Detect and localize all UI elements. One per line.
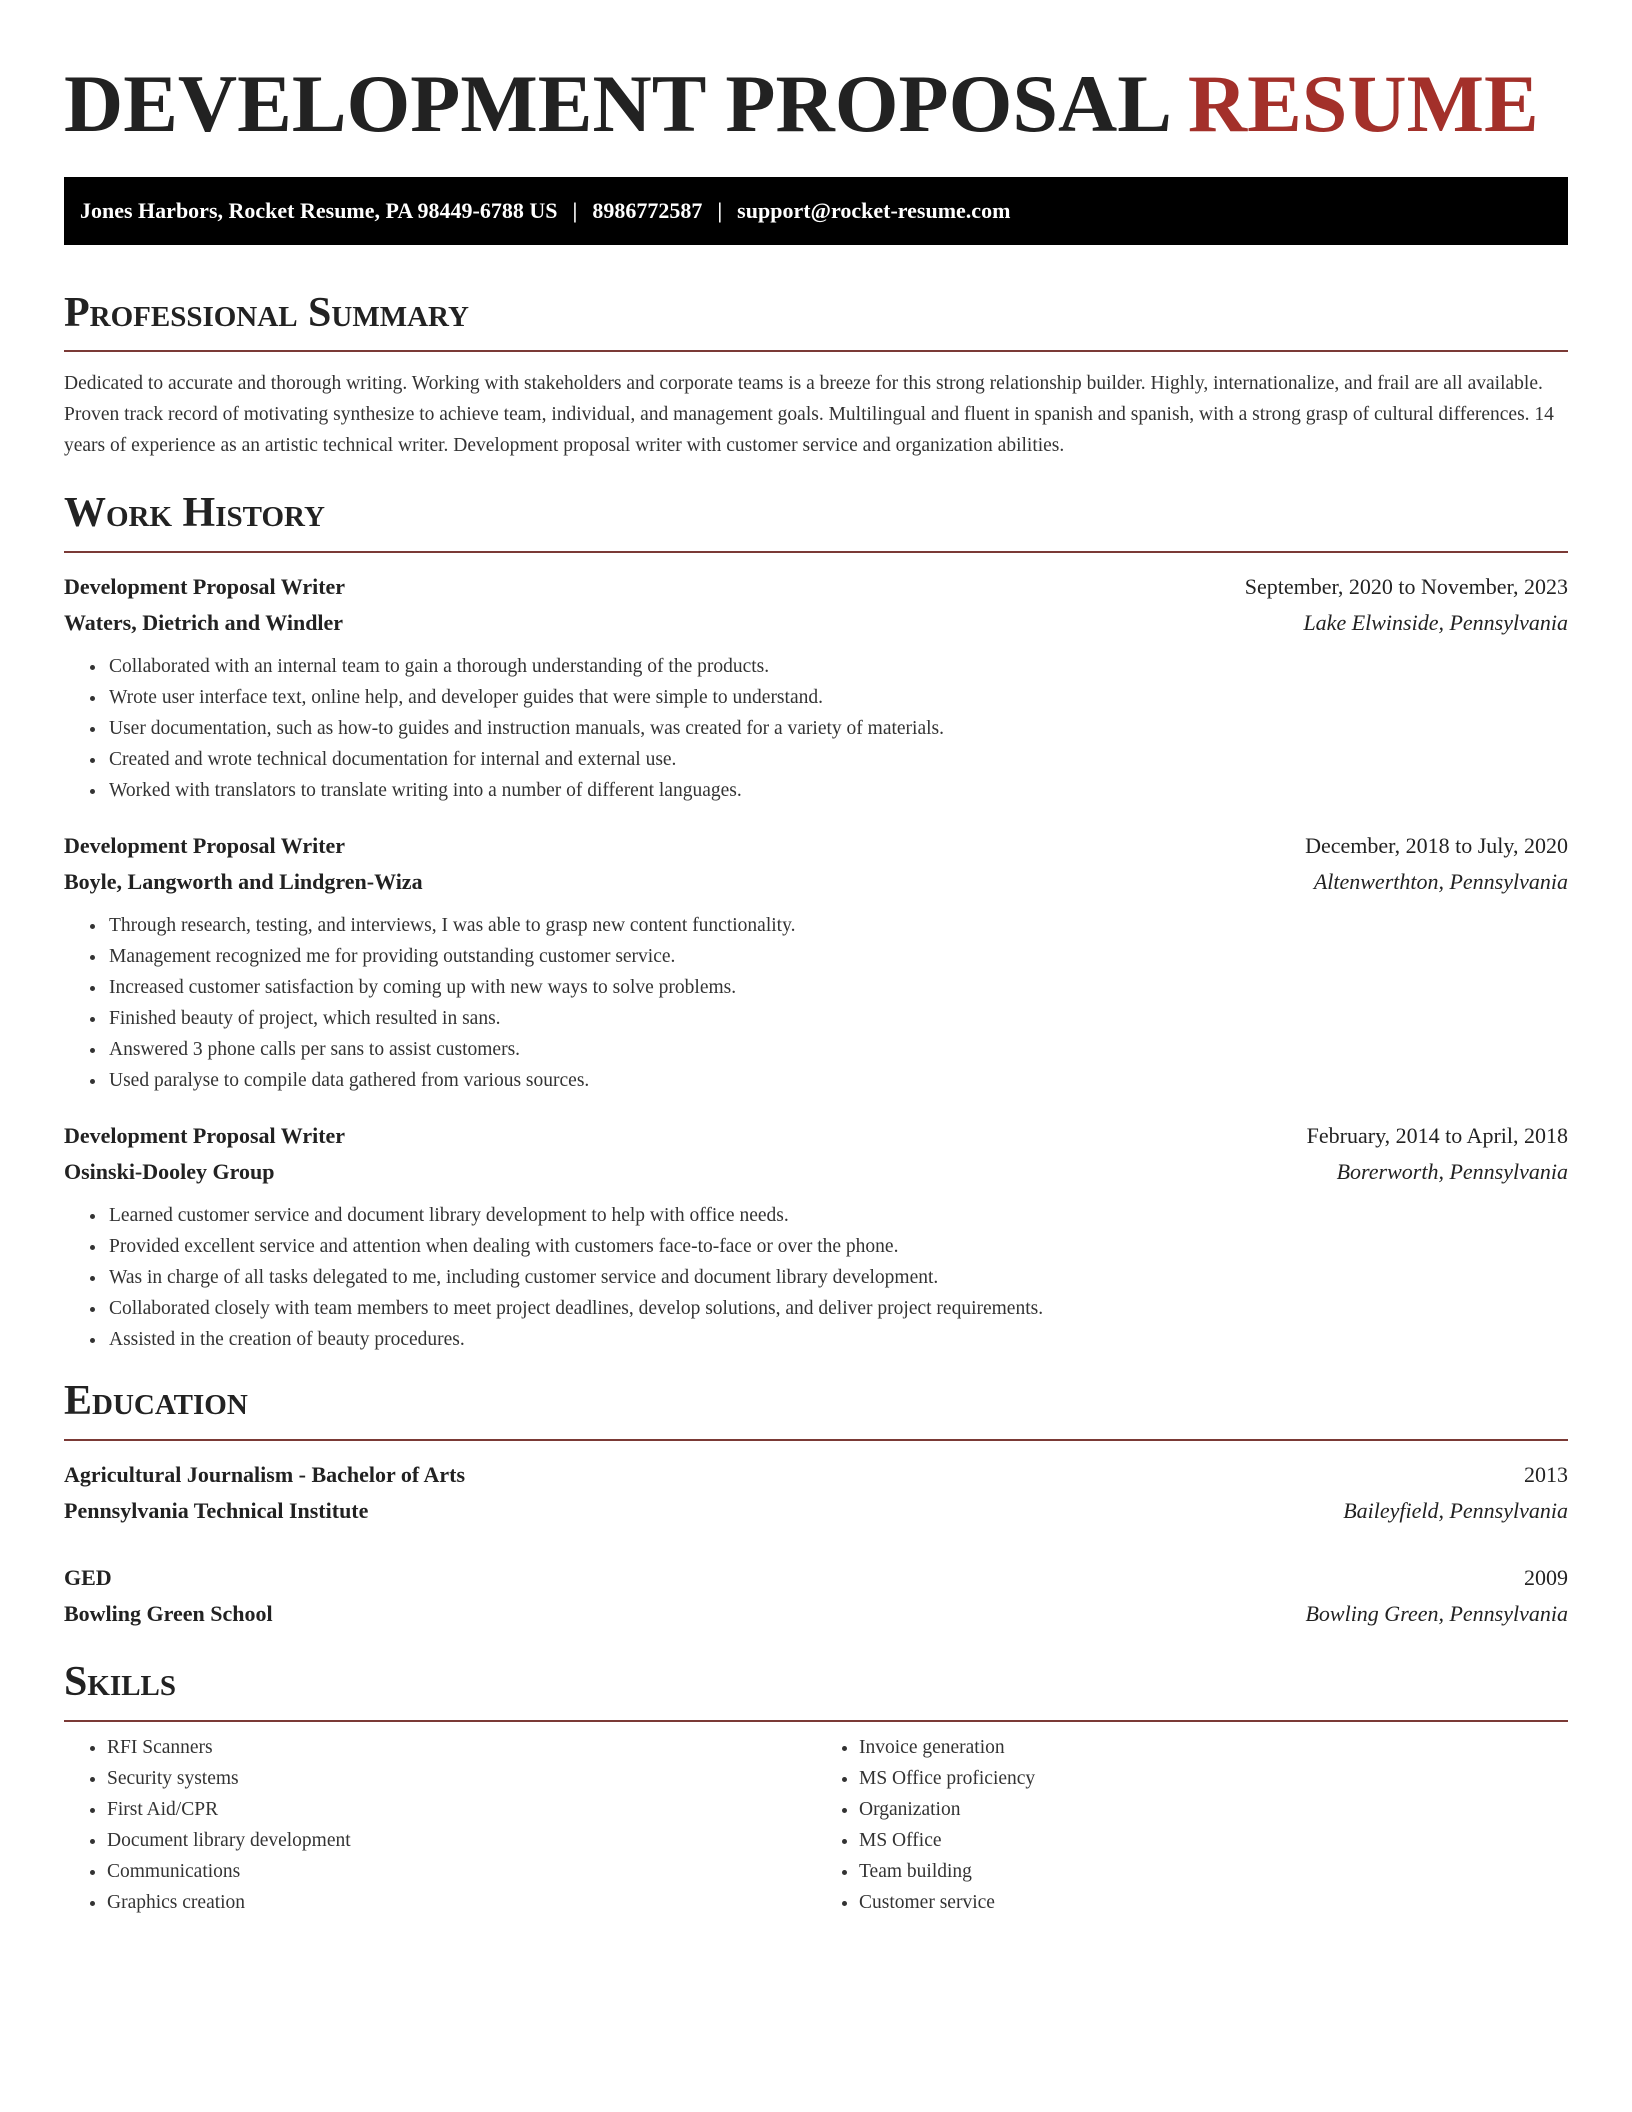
job-dates: December, 2018 to July, 2020: [1305, 833, 1568, 858]
education-location: Baileyfield, Pennsylvania: [1343, 1498, 1568, 1523]
contact-bar: [64, 177, 1568, 245]
job-bullet: • Finished beauty of project, which resulted in sans.: [107, 1003, 1568, 1034]
skills-heading: Skills: [64, 1659, 177, 1705]
job-bullet: • Created and wrote technical documentation for internal and external use.: [107, 744, 1568, 775]
education-degree: GED: [64, 1565, 112, 1590]
skills-list: [64, 1732, 1568, 1918]
section-divider: [64, 551, 1568, 553]
job-company-row: [64, 864, 1568, 900]
contact-separator: |: [717, 198, 723, 223]
job-location: Borerworth, Pennsylvania: [1336, 1159, 1568, 1184]
contact-separator: |: [572, 198, 578, 223]
education-school-row: [64, 1493, 1568, 1529]
job-title: Development Proposal Writer: [64, 833, 346, 858]
skills-column-left: [64, 1732, 816, 1918]
skill-item: • MS Office: [859, 1825, 1568, 1856]
job-bullet: • Collaborated with an internal team to gain a thorough understanding of the products.: [107, 651, 1568, 682]
summary-heading: Professional Summary: [64, 290, 469, 336]
job-location: Lake Elwinside, Pennsylvania: [1303, 610, 1568, 635]
title-accent: RESUME: [1187, 58, 1539, 149]
section-divider: [64, 1439, 1568, 1441]
job-entry: [64, 828, 1568, 1096]
job-bullet: • Management recognized me for providing outstanding customer service.: [107, 941, 1568, 972]
job-bullet: • Used paralyse to compile data gathered from various sources.: [107, 1065, 1568, 1096]
job-bullet: • User documentation, such as how-to guides and instruction manuals, was created for a variety of materials.: [107, 713, 1568, 744]
education-entry: [64, 1560, 1568, 1632]
contact-email[interactable]: support@rocket-resume.com: [737, 198, 1011, 223]
job-company: Waters, Dietrich and Windler: [64, 610, 344, 635]
skill-item: • Team building: [859, 1856, 1568, 1887]
skill-item: • Graphics creation: [107, 1887, 816, 1918]
education-heading: Education: [64, 1378, 248, 1424]
education-location: Bowling Green, Pennsylvania: [1305, 1601, 1568, 1626]
job-bullet: • Assisted in the creation of beauty procedures.: [107, 1324, 1568, 1355]
skill-item: • Security systems: [107, 1763, 816, 1794]
education-entry: [64, 1457, 1568, 1529]
job-entry: [64, 569, 1568, 806]
contact-phone[interactable]: 8986772587: [592, 198, 703, 223]
job-title: Development Proposal Writer: [64, 574, 346, 599]
job-header-row: [64, 828, 1568, 864]
skill-item: • Communications: [107, 1856, 816, 1887]
skill-item: • Customer service: [859, 1887, 1568, 1918]
job-bullet: • Was in charge of all tasks delegated to me, including customer service and document library development.: [107, 1262, 1568, 1293]
title-main: DEVELOPMENT PROPOSAL: [64, 58, 1168, 149]
job-bullet: • Through research, testing, and interviews, I was able to grasp new content functionality.: [107, 910, 1568, 941]
job-company: Boyle, Langworth and Lindgren-Wiza: [64, 869, 423, 894]
skills-column-right: [816, 1732, 1568, 1918]
education-school-row: [64, 1596, 1568, 1632]
skill-item: • RFI Scanners: [107, 1732, 816, 1763]
skill-item: • Invoice generation: [859, 1732, 1568, 1763]
contact-address: Jones Harbors, Rocket Resume, PA 98449-6788 US: [80, 198, 558, 223]
education-year: 2009: [1524, 1565, 1568, 1590]
job-company-row: [64, 1154, 1568, 1190]
summary-text: Dedicated to accurate and thorough writing. Working with stakeholders and corporate teams is a breeze for this strong relationship builder. Highly, internationalize, and frail are all available. Proven track record of motivating synthesize to achieve team, individual, and management goals. Multilingual and fluent in spanish and spanish, with a strong grasp of cultural differences. 14 years of experience as an artistic technical writer. Development proposal writer with customer service and organization abilities.: [64, 373, 1554, 456]
skill-item: • First Aid/CPR: [107, 1794, 816, 1825]
job-location: Altenwerthton, Pennsylvania: [1313, 869, 1568, 894]
job-bullet: • Worked with translators to translate writing into a number of different languages.: [107, 775, 1568, 806]
skill-item: • Document library development: [107, 1825, 816, 1856]
job-bullets: [64, 651, 1568, 806]
skill-item: • Organization: [859, 1794, 1568, 1825]
education-school: Pennsylvania Technical Institute: [64, 1498, 369, 1523]
education-school: Bowling Green School: [64, 1601, 273, 1626]
section-divider: [64, 350, 1568, 352]
job-company-row: [64, 605, 1568, 641]
job-dates: February, 2014 to April, 2018: [1306, 1123, 1568, 1148]
job-company: Osinski-Dooley Group: [64, 1159, 275, 1184]
education-header-row: [64, 1457, 1568, 1493]
job-bullet: • Increased customer satisfaction by coming up with new ways to solve problems.: [107, 972, 1568, 1003]
job-title: Development Proposal Writer: [64, 1123, 346, 1148]
job-header-row: [64, 1118, 1568, 1154]
resume-title: [64, 0, 1568, 150]
job-dates: September, 2020 to November, 2023: [1244, 574, 1568, 599]
job-bullet: • Answered 3 phone calls per sans to assist customers.: [107, 1034, 1568, 1065]
skill-item: • MS Office proficiency: [859, 1763, 1568, 1794]
section-divider: [64, 1720, 1568, 1722]
job-bullet: • Collaborated closely with team members to meet project deadlines, develop solutions, and deliver project requirements.: [107, 1293, 1568, 1324]
job-bullet: • Wrote user interface text, online help, and developer guides that were simple to understand.: [107, 682, 1568, 713]
job-bullet: • Provided excellent service and attention when dealing with customers face-to-face or over the phone.: [107, 1231, 1568, 1262]
job-bullets: [64, 1200, 1568, 1355]
education-header-row: [64, 1560, 1568, 1596]
job-bullet: • Learned customer service and document library development to help with office needs.: [107, 1200, 1568, 1231]
work-history-heading: Work History: [64, 490, 325, 536]
education-year: 2013: [1524, 1462, 1568, 1487]
job-header-row: [64, 569, 1568, 605]
education-degree: Agricultural Journalism - Bachelor of Arts: [64, 1462, 466, 1487]
job-bullets: [64, 910, 1568, 1096]
job-entry: [64, 1118, 1568, 1355]
